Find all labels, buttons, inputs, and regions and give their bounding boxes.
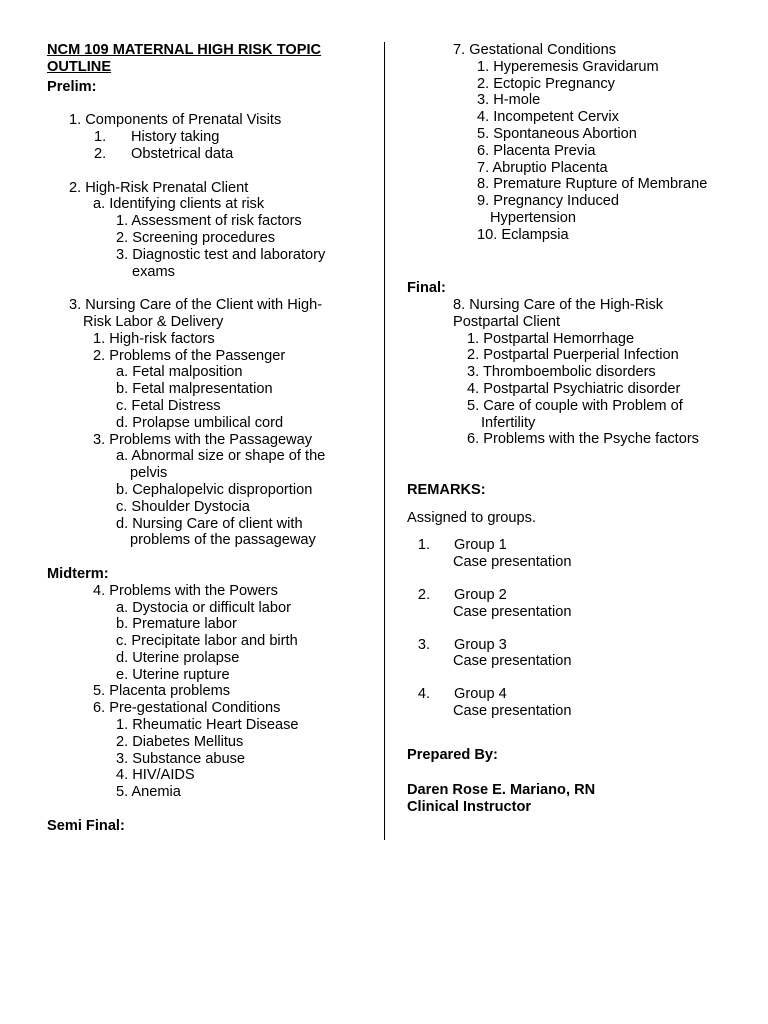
prelim-item-3-2: 2. Problems of the Passenger [93,347,286,364]
list-item: 5. Care of couple with Problem of [467,397,683,414]
group-line [407,637,752,654]
group-name: Group 4 [454,686,507,703]
group-number: 3. [417,636,430,653]
prelim-item-3-continued: Risk Labor & Delivery [83,313,224,330]
list-item: 2. Postpartal Puerperial Infection [467,347,679,364]
list-item: b. Fetal malpresentation [116,381,273,398]
prelim-item-3-3: 3. Problems with the Passageway [93,431,313,448]
group-item [407,587,752,621]
list-item: c. Precipitate labor and birth [116,633,298,650]
list-item: a. Abnormal size or shape of the [116,448,326,465]
prelim-item-2: 2. High-Risk Prenatal Client [69,179,249,196]
group-task: Case presentation [453,554,572,571]
list-item-continued: Hypertension [490,209,576,226]
list-item-continued: Infertility [481,414,536,431]
midterm-heading: Midterm: [47,565,109,582]
prelim-item-3: 3. Nursing Care of the Client with High- [69,297,323,314]
group-task: Case presentation [453,603,572,620]
list-item-continued: problems of the passageway [130,532,316,549]
doc-title-line-2: OUTLINE [47,58,112,75]
midterm-item-5: 5. Placenta problems [93,683,231,700]
prelim-item-1-sub-1 [47,129,377,146]
preparer-title: Clinical Instructor [407,799,532,816]
list-item: 5. Anemia [116,784,181,801]
group-item [407,686,752,720]
list-item: c. Shoulder Dystocia [116,498,250,515]
semifinal-item-7: 7. Gestational Conditions [453,42,617,58]
group-number: 1. [417,537,430,554]
list-item: 1. Hyperemesis Gravidarum [477,58,659,75]
final-item-8: 8. Nursing Care of the High-Risk [453,296,664,313]
list-item: 3. Substance abuse [116,750,246,767]
list-item: 3. Diagnostic test and laboratory [116,246,326,263]
list-item: 3. Thromboembolic disorders [467,364,656,381]
list-item: 8. Premature Rupture of Membrane [477,176,708,193]
midterm-item-4: 4. Problems with the Powers [93,582,278,599]
list-item: b. Premature labor [116,616,237,633]
list-item: 2. Diabetes Mellitus [116,733,244,750]
final-heading: Final: [407,280,446,297]
list-item: 4. Postpartal Psychiatric disorder [467,380,681,397]
prelim-heading: Prelim: [47,78,97,95]
group-item [407,637,752,671]
list-item: 7. Abruptio Placenta [477,159,608,176]
list-item: 1. Assessment of risk factors [116,213,302,230]
remarks-heading: REMARKS: [407,481,486,498]
list-item: c. Fetal Distress [116,397,221,414]
doc-title-line-1: NCM 109 MATERNAL HIGH RISK TOPIC [47,42,322,58]
prelim-item-1-sub-2 [47,146,377,163]
list-item: 1. Postpartal Hemorrhage [467,330,635,347]
prelim-item-1: 1. Components of Prenatal Visits [69,112,282,129]
sub-number: 1. [94,129,107,146]
list-item: 1. Rheumatic Heart Disease [116,717,299,734]
group-number: 2. [417,586,430,603]
list-item: d. Prolapse umbilical cord [116,414,284,431]
list-item: e. Uterine rupture [116,666,230,683]
prepared-by-label: Prepared By: [407,746,498,763]
final-item-8-continued: Postpartal Client [453,313,561,330]
group-line [407,587,752,604]
list-item: 9. Pregnancy Induced [477,193,619,210]
list-item: 10. Eclampsia [477,226,569,243]
preparer-name: Daren Rose E. Mariano, RN [407,782,596,799]
list-item: 4. Incompetent Cervix [477,109,619,126]
group-number: 4. [417,686,430,703]
group-name: Group 3 [454,636,507,653]
list-item: d. Uterine prolapse [116,649,240,666]
remarks-intro: Assigned to groups. [407,509,536,526]
prelim-item-3-1: 1. High-risk factors [93,330,215,347]
list-item: b. Cephalopelvic disproportion [116,481,313,498]
right-column [407,42,752,816]
sub-number: 2. [94,145,107,162]
semifinal-heading: Semi Final: [47,817,125,834]
group-line [407,686,752,703]
list-item: 5. Spontaneous Abortion [477,125,637,142]
group-task: Case presentation [453,653,572,670]
list-item-continued: exams [132,263,175,280]
group-name: Group 2 [454,586,507,603]
list-item: 6. Problems with the Psyche factors [467,431,699,448]
group-line [407,537,752,554]
group-name: Group 1 [454,537,507,554]
list-item: 3. H-mole [477,92,541,109]
group-task: Case presentation [453,702,572,719]
prelim-item-2a: a. Identifying clients at risk [93,196,265,213]
sub-text: History taking [131,129,220,146]
list-item: 6. Placenta Previa [477,142,596,159]
left-column [47,42,377,835]
list-item: a. Fetal malposition [116,364,243,381]
column-divider [384,42,385,840]
list-item-continued: pelvis [130,465,168,482]
group-item [407,537,752,571]
list-item: 2. Screening procedures [116,229,276,246]
list-item: 4. HIV/AIDS [116,767,195,784]
list-item: a. Dystocia or difficult labor [116,599,291,616]
list-item: 2. Ectopic Pregnancy [477,75,615,92]
list-item: d. Nursing Care of client with [116,515,303,532]
midterm-item-6: 6. Pre-gestational Conditions [93,700,281,717]
sub-text: Obstetrical data [131,145,234,162]
